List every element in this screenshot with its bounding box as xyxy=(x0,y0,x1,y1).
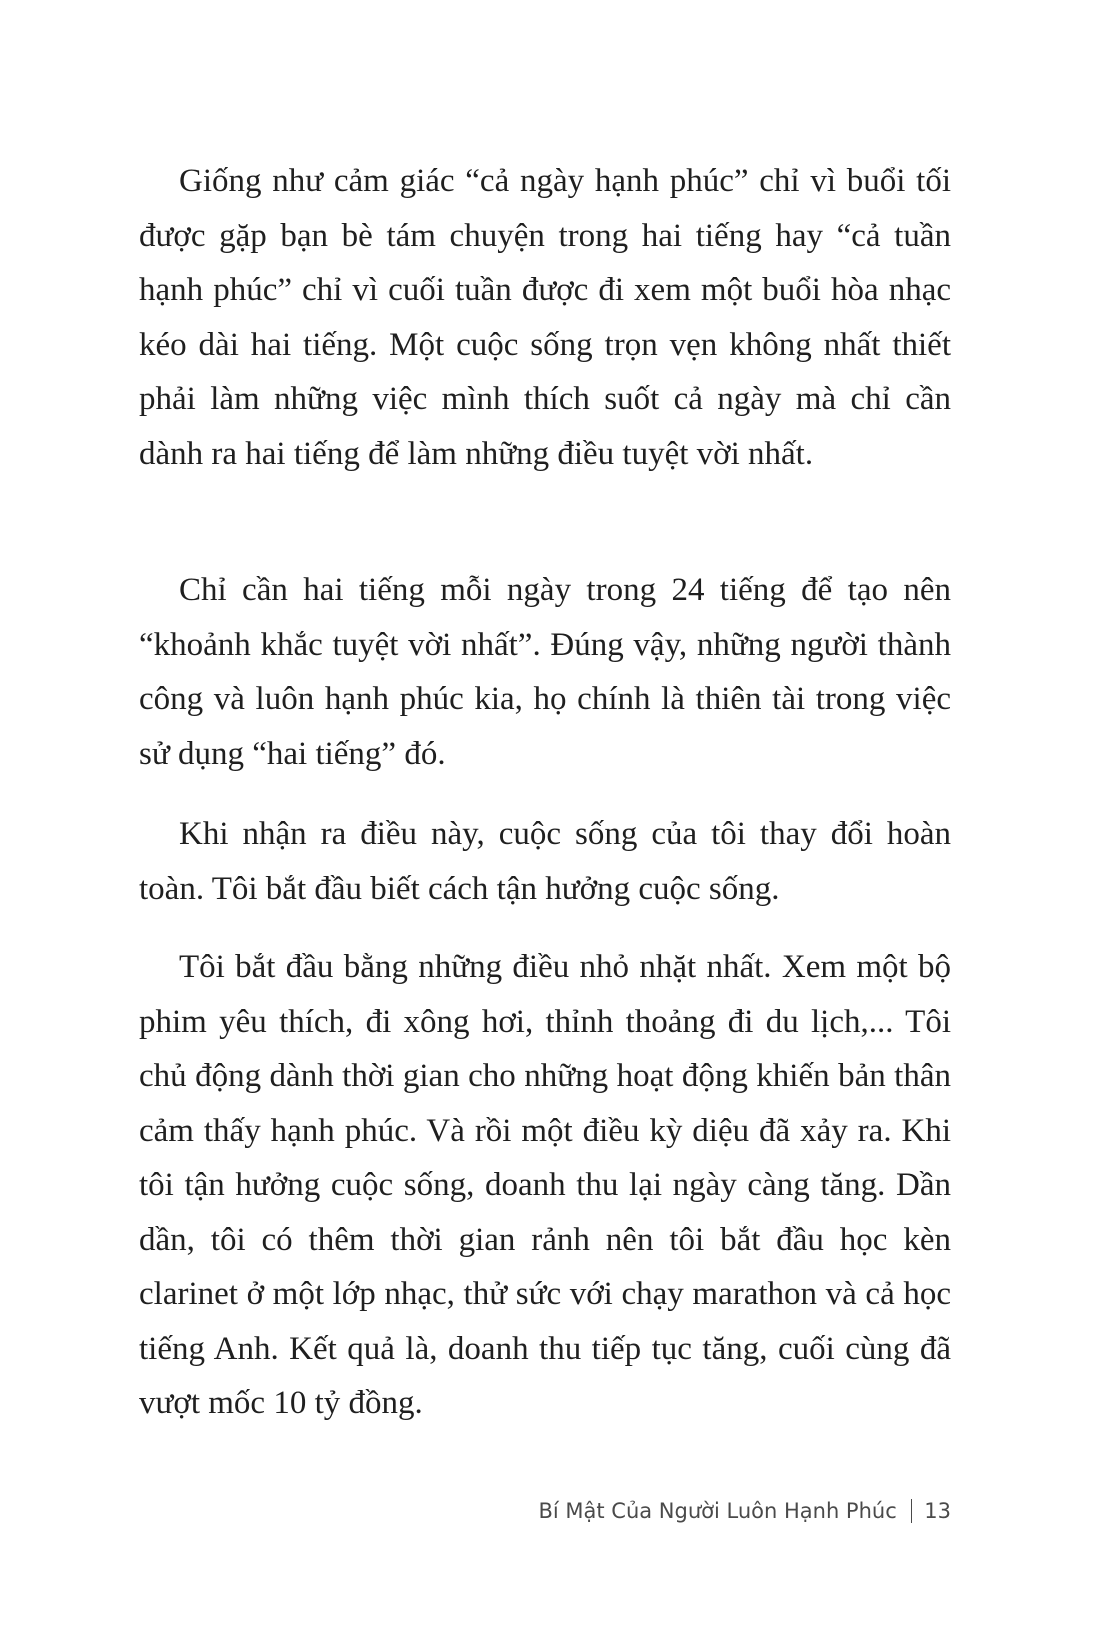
page-footer xyxy=(538,1499,951,1523)
paragraph-3: Khi nhận ra điều này, cuộc sống của tôi thay đổi hoàn toàn. Tôi bắt đầu biết cách tận hưởng cuộc sống. xyxy=(139,816,951,907)
running-title: Bí Mật Của Người Luôn Hạnh Phúc xyxy=(538,1499,897,1523)
paragraph-1: Giống như cảm giác “cả ngày hạnh phúc” chỉ vì buổi tối được gặp bạn bè tám chuyện trong hai tiếng hay “cả tuần hạnh phúc” chỉ vì cuối tuần được đi xem một buổi hòa nhạc kéo dài hai tiếng. Một cuộc sống trọn vẹn không nhất thiết phải làm những việc mình thích suốt cả ngày mà chỉ cần dành ra hai tiếng để làm những điều tuyệt vời nhất. xyxy=(139,163,951,472)
footer-divider xyxy=(911,1499,913,1523)
paragraph-4: Tôi bắt đầu bằng những điều nhỏ nhặt nhất. Xem một bộ phim yêu thích, đi xông hơi, thỉnh thoảng đi du lịch,... Tôi chủ động dành thời gian cho những hoạt động khiến bản thân cảm thấy hạnh phúc. Và rồi một điều kỳ diệu đã xảy ra. Khi tôi tận hưởng cuộc sống, doanh thu lại ngày càng tăng. Dần dần, tôi có thêm thời gian rảnh nên tôi bắt đầu học kèn clarinet ở một lớp nhạc, thử sức với chạy marathon và cả học tiếng Anh. Kết quả là, doanh thu tiếp tục tăng, cuối cùng đã vượt mốc 10 tỷ đồng. xyxy=(139,949,951,1421)
page-number: 13 xyxy=(924,1499,951,1523)
paragraph-2: Chỉ cần hai tiếng mỗi ngày trong 24 tiếng để tạo nên “khoảnh khắc tuyệt vời nhất”. Đúng vậy, những người thành công và luôn hạnh phúc kia, họ chính là thiên tài trong việc sử dụng “hai tiếng” đó. xyxy=(139,572,951,772)
